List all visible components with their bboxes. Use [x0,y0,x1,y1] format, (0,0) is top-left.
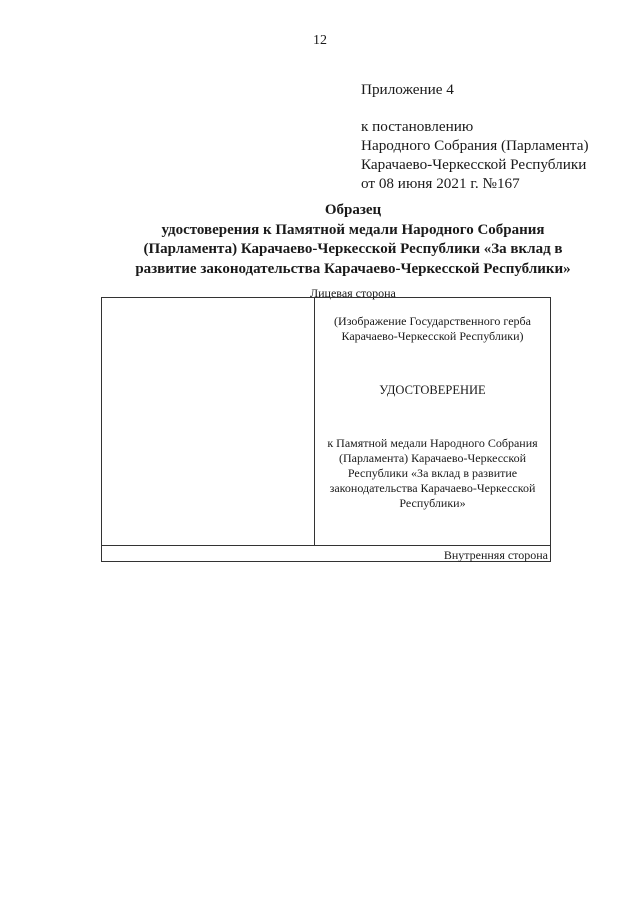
medal-description-line: законодательства Карачаево-Черкесской [329,481,536,495]
medal-description-line: Республики «За вклад в развитие [347,466,518,480]
appendix-block [361,80,589,193]
front-side-label: Лицевая сторона [310,286,396,300]
appendix-line: Карачаево-Черкесской Республики [361,156,587,173]
appendix-line: от 08 июня 2021 г. №167 [361,175,520,192]
certificate-right-panel [315,298,550,545]
medal-description-line: к Памятной медали Народного Собрания [327,436,538,450]
side-divider [102,545,550,546]
page-number: 12 [313,33,327,48]
title-line: развитие законодательства Карачаево-Черкесской Республики» [135,260,571,277]
medal-description-line: Республики» [399,496,466,510]
certificate-heading: УДОСТОВЕРЕНИЕ [379,383,486,397]
appendix-line: к постановлению [361,118,474,135]
title-line: удостоверения к Памятной медали Народного Собрания [161,221,545,238]
emblem-note-line: (Изображение Государственного герба [334,314,531,328]
medal-description [315,436,550,511]
appendix-line: Народного Собрания (Парламента) [361,137,589,154]
medal-description-line: (Парламента) Карачаево-Черкесской [338,451,527,465]
appendix-title: Приложение 4 [361,81,454,98]
certificate-sample [101,297,551,562]
title-line: Образец [324,202,382,218]
appendix-spacer [361,99,589,117]
emblem-placeholder-note [315,314,550,344]
emblem-note-line: Карачаево-Черкесской Республики) [341,329,524,343]
title-line: (Парламента) Карачаево-Черкесской Республики «За вклад в [143,241,563,257]
document-title [0,201,640,279]
inner-side-label: Внутренняя сторона [443,548,548,562]
certificate-left-panel [102,298,315,545]
